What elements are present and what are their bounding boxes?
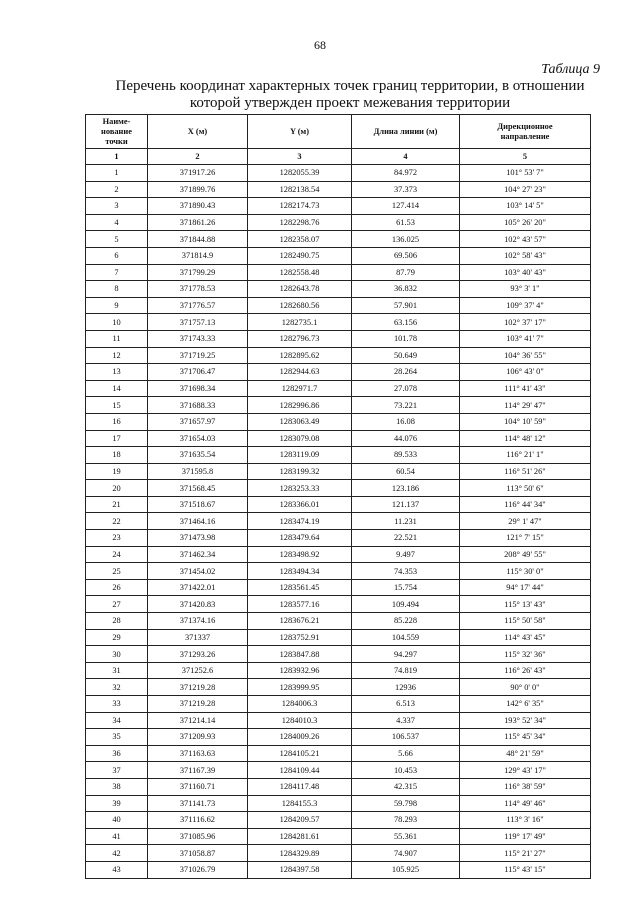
column-number-row [86,149,591,165]
x-cell: 371861.26 [148,214,248,231]
line-length-cell: 63.156 [352,314,460,331]
direction-cell: 103° 41' 7" [460,330,591,347]
direction-cell: 115° 30' 0" [460,563,591,580]
direction-cell: 115° 45' 34" [460,729,591,746]
point-name-cell: 33 [86,696,148,713]
direction-cell: 115° 13' 43" [460,596,591,613]
point-name-cell: 9 [86,297,148,314]
direction-cell: 116° 51' 26" [460,463,591,480]
x-cell: 371209.93 [148,729,248,746]
table-row [86,247,591,264]
table-row [86,447,591,464]
line-length-cell: 94.297 [352,646,460,663]
line-length-cell: 50.649 [352,347,460,364]
table-row [86,413,591,430]
line-length-cell: 74.353 [352,563,460,580]
table-row [86,480,591,497]
table-row [86,596,591,613]
line-length-cell: 12936 [352,679,460,696]
table-body [86,165,591,879]
line-length-cell: 127.414 [352,198,460,215]
direction-cell: 102° 43' 57" [460,231,591,248]
direction-cell: 104° 10' 59" [460,413,591,430]
line-length-cell: 87.79 [352,264,460,281]
point-name-cell: 22 [86,513,148,530]
x-cell: 371743.33 [148,330,248,347]
table-row [86,347,591,364]
x-cell: 371899.76 [148,181,248,198]
x-cell: 371706.47 [148,364,248,381]
x-cell: 371657.97 [148,413,248,430]
direction-cell: 116° 26' 43" [460,662,591,679]
direction-cell: 103° 14' 5" [460,198,591,215]
table-row [86,513,591,530]
line-length-cell: 44.076 [352,430,460,447]
direction-cell: 103° 40' 43" [460,264,591,281]
point-name-cell: 14 [86,380,148,397]
line-length-cell: 121.137 [352,496,460,513]
line-length-cell: 11.231 [352,513,460,530]
document-title [90,78,610,112]
point-name-cell: 41 [86,828,148,845]
table-row [86,861,591,878]
y-cell: 1283063.49 [248,413,352,430]
direction-cell: 115° 43' 15" [460,861,591,878]
header-direction-line: направление [500,131,550,141]
table-row [86,330,591,347]
y-cell: 1283932.96 [248,662,352,679]
point-name-cell: 19 [86,463,148,480]
direction-cell: 121° 7' 15" [460,530,591,547]
line-length-cell: 28.264 [352,364,460,381]
point-name-cell: 39 [86,795,148,812]
x-cell: 371917.26 [148,165,248,182]
y-cell: 1282944.63 [248,364,352,381]
y-cell: 1284105.21 [248,745,352,762]
point-name-cell: 21 [86,496,148,513]
direction-cell: 116° 44' 34" [460,496,591,513]
x-cell: 371473.98 [148,530,248,547]
table-row [86,828,591,845]
x-cell: 371464.16 [148,513,248,530]
x-cell: 371719.25 [148,347,248,364]
line-length-cell: 101.78 [352,330,460,347]
y-cell: 1282680.56 [248,297,352,314]
point-name-cell: 23 [86,530,148,547]
header-point-name-line: Наиме- [102,116,131,126]
table-row [86,546,591,563]
y-cell: 1284209.57 [248,812,352,829]
line-length-cell: 69.506 [352,247,460,264]
line-length-cell: 27.078 [352,380,460,397]
point-name-cell: 7 [86,264,148,281]
line-length-cell: 105.925 [352,861,460,878]
table-row [86,165,591,182]
table-row [86,845,591,862]
y-cell: 1283119.09 [248,447,352,464]
column-number: 2 [148,149,248,165]
x-cell: 371814.9 [148,247,248,264]
table-row [86,231,591,248]
header-x: X (м) [148,115,248,149]
point-name-cell: 2 [86,181,148,198]
line-length-cell: 106.537 [352,729,460,746]
y-cell: 1283999.95 [248,679,352,696]
line-length-cell: 73.221 [352,397,460,414]
point-name-cell: 40 [86,812,148,829]
table-row [86,778,591,795]
y-cell: 1283366.01 [248,496,352,513]
line-length-cell: 9.497 [352,546,460,563]
direction-cell: 116° 21' 1" [460,447,591,464]
y-cell: 1282796.73 [248,330,352,347]
direction-cell: 93° 3' 1" [460,281,591,298]
y-cell: 1282138.54 [248,181,352,198]
direction-cell: 193° 52' 34" [460,712,591,729]
y-cell: 1283498.92 [248,546,352,563]
column-number: 3 [248,149,352,165]
line-length-cell: 36.832 [352,281,460,298]
point-name-cell: 36 [86,745,148,762]
table-row [86,297,591,314]
point-name-cell: 12 [86,347,148,364]
table-row [86,397,591,414]
y-cell: 1282055.39 [248,165,352,182]
x-cell: 371219.28 [148,696,248,713]
x-cell: 371595.8 [148,463,248,480]
y-cell: 1284009.26 [248,729,352,746]
direction-cell: 115° 50' 58" [460,613,591,630]
document-title-line-2: которой утвержден проект межевания территории [189,95,511,111]
x-cell: 371163.63 [148,745,248,762]
x-cell: 371420.83 [148,596,248,613]
table-row [86,679,591,696]
x-cell: 371374.16 [148,613,248,630]
point-name-cell: 43 [86,861,148,878]
point-name-cell: 31 [86,662,148,679]
table-row [86,364,591,381]
y-cell: 1283676.21 [248,613,352,630]
line-length-cell: 59.798 [352,795,460,812]
y-cell: 1282895.62 [248,347,352,364]
header-point-name [86,115,148,149]
table-row [86,496,591,513]
y-cell: 1283199.32 [248,463,352,480]
header-y: Y (м) [248,115,352,149]
y-cell: 1282643.78 [248,281,352,298]
point-name-cell: 28 [86,613,148,630]
y-cell: 1282298.76 [248,214,352,231]
x-cell: 371688.33 [148,397,248,414]
point-name-cell: 26 [86,579,148,596]
header-direction-line: Дирекционное [497,121,553,131]
x-cell: 371568.45 [148,480,248,497]
table-row [86,795,591,812]
header-direction [460,115,591,149]
y-cell: 1284006.3 [248,696,352,713]
point-name-cell: 25 [86,563,148,580]
direction-cell: 116° 38' 59" [460,778,591,795]
x-cell: 371635.54 [148,447,248,464]
x-cell: 371085.96 [148,828,248,845]
table-row [86,646,591,663]
table-row [86,613,591,630]
direction-cell: 115° 32' 36" [460,646,591,663]
line-length-cell: 78.293 [352,812,460,829]
y-cell: 1283253.33 [248,480,352,497]
direction-cell: 102° 37' 17" [460,314,591,331]
direction-cell: 113° 50' 6" [460,480,591,497]
x-cell: 371141.73 [148,795,248,812]
point-name-cell: 32 [86,679,148,696]
x-cell: 371890.43 [148,198,248,215]
y-cell: 1282174.73 [248,198,352,215]
x-cell: 371422.01 [148,579,248,596]
table-label: Таблица 9 [541,62,600,77]
column-number: 5 [460,149,591,165]
x-cell: 371337 [148,629,248,646]
coordinates-table [85,114,591,879]
table-row [86,281,591,298]
point-name-cell: 15 [86,397,148,414]
y-cell: 1283752.91 [248,629,352,646]
x-cell: 371454.02 [148,563,248,580]
point-name-cell: 1 [86,165,148,182]
y-cell: 1284117.48 [248,778,352,795]
direction-cell: 104° 27' 23" [460,181,591,198]
line-length-cell: 10.453 [352,762,460,779]
line-length-cell: 74.819 [352,662,460,679]
x-cell: 371776.57 [148,297,248,314]
line-length-cell: 85.228 [352,613,460,630]
direction-cell: 115° 21' 27" [460,845,591,862]
point-name-cell: 35 [86,729,148,746]
point-name-cell: 38 [86,778,148,795]
table-row [86,662,591,679]
direction-cell: 109° 37' 4" [460,297,591,314]
direction-cell: 94° 17' 44" [460,579,591,596]
y-cell: 1283847.88 [248,646,352,663]
y-cell: 1282971.7 [248,380,352,397]
line-length-cell: 15.754 [352,579,460,596]
x-cell: 371654.03 [148,430,248,447]
y-cell: 1282735.1 [248,314,352,331]
header-row [86,115,591,149]
direction-cell: 48° 21' 59" [460,745,591,762]
point-name-cell: 34 [86,712,148,729]
point-name-cell: 6 [86,247,148,264]
table-row [86,563,591,580]
table-row [86,696,591,713]
table-row [86,530,591,547]
line-length-cell: 136.025 [352,231,460,248]
x-cell: 371293.26 [148,646,248,663]
point-name-cell: 4 [86,214,148,231]
y-cell: 1284109.44 [248,762,352,779]
line-length-cell: 74.907 [352,845,460,862]
point-name-cell: 3 [86,198,148,215]
y-cell: 1284397.58 [248,861,352,878]
page-number: 68 [314,38,326,52]
point-name-cell: 8 [86,281,148,298]
line-length-cell: 22.521 [352,530,460,547]
header-line-length: Длина линии (м) [352,115,460,149]
point-name-cell: 18 [86,447,148,464]
x-cell: 371252.6 [148,662,248,679]
y-cell: 1284329.89 [248,845,352,862]
point-name-cell: 13 [86,364,148,381]
point-name-cell: 17 [86,430,148,447]
y-cell: 1284010.3 [248,712,352,729]
x-cell: 371518.67 [148,496,248,513]
line-length-cell: 6.513 [352,696,460,713]
table-row [86,380,591,397]
column-number: 1 [86,149,148,165]
direction-cell: 105° 26' 20" [460,214,591,231]
direction-cell: 114° 48' 12" [460,430,591,447]
y-cell: 1283494.34 [248,563,352,580]
line-length-cell: 5.66 [352,745,460,762]
point-name-cell: 20 [86,480,148,497]
direction-cell: 129° 43' 17" [460,762,591,779]
x-cell: 371698.34 [148,380,248,397]
y-cell: 1284155.3 [248,795,352,812]
header-point-name-line: нование [101,126,132,136]
point-name-cell: 11 [86,330,148,347]
table-row [86,629,591,646]
table-row [86,430,591,447]
line-length-cell: 42.315 [352,778,460,795]
table-row [86,198,591,215]
header-point-name-line: точки [105,136,128,146]
table-row [86,181,591,198]
point-name-cell: 24 [86,546,148,563]
direction-cell: 114° 49' 46" [460,795,591,812]
x-cell: 371026.79 [148,861,248,878]
line-length-cell: 37.373 [352,181,460,198]
line-length-cell: 89.533 [352,447,460,464]
x-cell: 371462.34 [148,546,248,563]
line-length-cell: 16.08 [352,413,460,430]
y-cell: 1282490.75 [248,247,352,264]
table-row [86,264,591,281]
x-cell: 371167.39 [148,762,248,779]
table-row [86,579,591,596]
x-cell: 371214.14 [148,712,248,729]
y-cell: 1282358.07 [248,231,352,248]
direction-cell: 29° 1' 47" [460,513,591,530]
document-title-line-1: Перечень координат характерных точек границ территории, в отношении [115,78,585,94]
point-name-cell: 16 [86,413,148,430]
point-name-cell: 30 [86,646,148,663]
point-name-cell: 37 [86,762,148,779]
direction-cell: 208° 49' 55" [460,546,591,563]
direction-cell: 104° 36' 55" [460,347,591,364]
table-row [86,729,591,746]
y-cell: 1282558.48 [248,264,352,281]
x-cell: 371757.13 [148,314,248,331]
table-row [86,314,591,331]
line-length-cell: 84.972 [352,165,460,182]
line-length-cell: 61.53 [352,214,460,231]
direction-cell: 119° 17' 49" [460,828,591,845]
direction-cell: 90° 0' 0" [460,679,591,696]
x-cell: 371219.28 [148,679,248,696]
point-name-cell: 10 [86,314,148,331]
point-name-cell: 27 [86,596,148,613]
direction-cell: 142° 6' 35" [460,696,591,713]
point-name-cell: 29 [86,629,148,646]
table-row [86,762,591,779]
point-name-cell: 42 [86,845,148,862]
direction-cell: 114° 29' 47" [460,397,591,414]
y-cell: 1283577.16 [248,596,352,613]
y-cell: 1283474.19 [248,513,352,530]
x-cell: 371778.53 [148,281,248,298]
point-name-cell: 5 [86,231,148,248]
line-length-cell: 60.54 [352,463,460,480]
direction-cell: 101° 53' 7" [460,165,591,182]
line-length-cell: 57.901 [352,297,460,314]
line-length-cell: 4.337 [352,712,460,729]
direction-cell: 114° 43' 45" [460,629,591,646]
table-row [86,214,591,231]
line-length-cell: 55.361 [352,828,460,845]
y-cell: 1283079.08 [248,430,352,447]
line-length-cell: 109.494 [352,596,460,613]
y-cell: 1282996.86 [248,397,352,414]
direction-cell: 111° 41' 43" [460,380,591,397]
y-cell: 1283479.64 [248,530,352,547]
line-length-cell: 123.186 [352,480,460,497]
x-cell: 371160.71 [148,778,248,795]
line-length-cell: 104.559 [352,629,460,646]
x-cell: 371799.29 [148,264,248,281]
direction-cell: 106° 43' 0" [460,364,591,381]
y-cell: 1284281.61 [248,828,352,845]
x-cell: 371058.87 [148,845,248,862]
x-cell: 371116.62 [148,812,248,829]
y-cell: 1283561.45 [248,579,352,596]
table-row [86,745,591,762]
table-row [86,812,591,829]
direction-cell: 102° 58' 43" [460,247,591,264]
table-row [86,712,591,729]
column-number: 4 [352,149,460,165]
table-row [86,463,591,480]
direction-cell: 113° 3' 16" [460,812,591,829]
x-cell: 371844.88 [148,231,248,248]
